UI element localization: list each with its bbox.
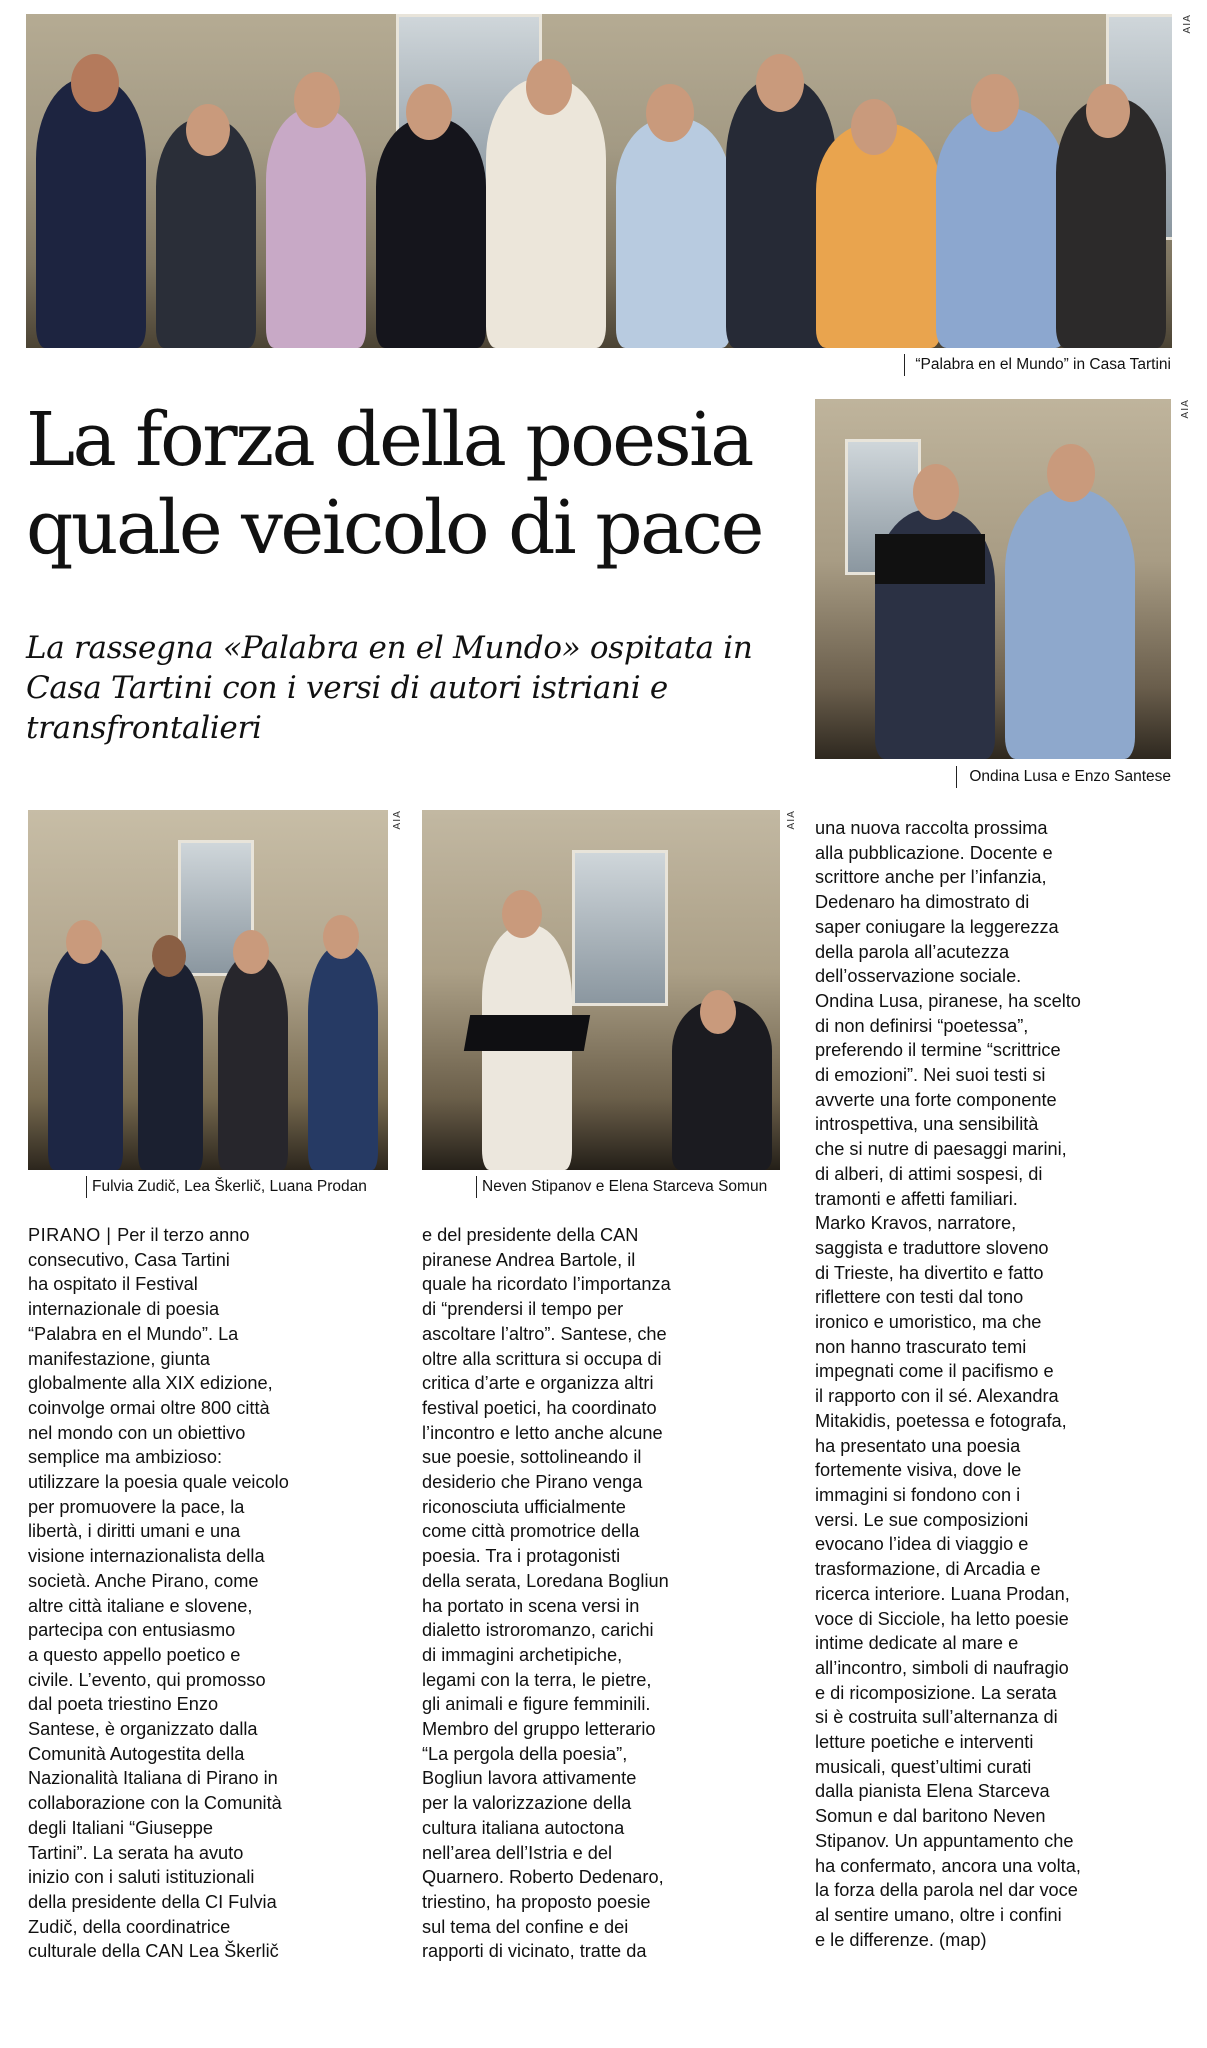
photo-fulvia-lea-luana bbox=[28, 810, 388, 1170]
article-column-2: e del presidente della CAN piranese Andrea Bartole, il quale ha ricordato l’importanza di “prendersi il tempo per ascoltare l’altro”. Santese, che oltre alla scrittura si occupa di critica d’arte e organizza altri festival poetici, ha coordinato l’incontro e letto anche alcune sue poesie, sottolineando il desiderio che Pirano venga riconosciuta ufficialmente come città promotrice della poesia. Tra i protagonisti della serata, Loredana Bogliun ha portato in scena versi in dialetto istroromanzo, carichi di immagini archetipiche, legami con la terra, le pietre, gli animali e figure femminili. Membro del gruppo letterario “La pergola della poesia”, Bogliun lavora attivamente per la valorizzazione della cultura italiana autoctona nell’area dell’Istria e del Quarnero. Roberto Dedenaro, triestino, ha proposto poesie sul tema del confine e dei rapporti di vicinato, tratte da bbox=[422, 1225, 671, 1962]
photo-credit: AIA bbox=[1180, 399, 1191, 419]
photo-group bbox=[26, 14, 1172, 348]
dateline: PIRANO | bbox=[28, 1225, 118, 1245]
photo-credit: AIA bbox=[1182, 14, 1193, 34]
photo-credit: AIA bbox=[392, 810, 403, 830]
article-column-3: una nuova raccolta prossima alla pubblicazione. Docente e scrittore anche per l’infanzia, Dedenaro ha dimostrato di saper coniugare la leggerezza della parola all’acutezza dell’osservazione sociale. Ondina Lusa, piranese, ha scelto di non definirsi “poetessa”, preferendo il termine “scrittrice di emozioni”. Nei suoi testi si avverte una forte componente introspettiva, una sensibilità che si nutre di paesaggi marini, di alberi, di attimi sospesi, di tramonti e affetti familiari. Marko Kravos, narratore, saggista e traduttore sloveno di Trieste, ha divertito e fatto riflettere con testi dal tono ironico e umoristico, ma che non hanno trascurato temi impegnati come il pacifismo e il rapporto con il sé. Alexandra Mitakidis, poetessa e fotografa, ha presentato una poesia fortemente visiva, dove le immagini si fondono con i versi. Le sue composizioni evocano l’idea di viaggio e trasformazione, di Arcadia e ricerca interiore. Luana Prodan, voce di Sicciole, ha letto poesie intime dedicate al mare e all’incontro, simboli di naufragio e di ricomposizione. La serata si è costruita sull’alternanza di letture poetiche e interventi musicali, quest’ultimi curati dalla pianista Elena Starceva Somun e dal baritono Neven Stipanov. Un appuntamento che ha confermato, ancora una volta, la forza della parola nel dar voce al sentire umano, oltre i confini e le differenze. (map) bbox=[815, 818, 1081, 1950]
article-column-1 bbox=[28, 1223, 398, 1964]
photo-ondina-enzo bbox=[815, 399, 1171, 759]
photo-neven-elena bbox=[422, 810, 780, 1170]
photo-caption: Ondina Lusa e Enzo Santese bbox=[969, 768, 1171, 785]
photo-credit: AIA bbox=[786, 810, 797, 830]
photo-caption: “Palabra en el Mundo” in Casa Tartini bbox=[915, 356, 1171, 373]
lead-text: Per il terzo anno bbox=[117, 1225, 250, 1245]
photo-caption: Neven Stipanov e Elena Starceva Somun bbox=[482, 1178, 768, 1195]
body-text: consecutivo, Casa Tartini ha ospitato il Festival internazionale di poesia “Palabra en el Mundo”. La manifestazione, giunta globalmente alla XIX edizione, coinvolge ormai oltre 800 città nel mondo con un obiettivo semplice ma ambizioso: utilizzare la poesia quale veicolo per promuovere la pace, la libertà, i diritti umani e una visione internazionalista della società. Anche Pirano, come altre città italiane e slovene, partecipa con entusiasmo a questo appello poetico e civile. L’evento, qui promosso dal poeta triestino Enzo Santese, è organizzato dalla Comunità Autogestita della Nazionalità Italiana di Pirano in collaborazione con la Comunità degli Italiani “Giuseppe Tartini”. La serata ha avuto inizio con i saluti istituzionali della presidente della CI Fulvia Zudič, della coordinatrice culturale della CAN Lea Škerlič bbox=[28, 1249, 289, 1962]
headline: La forza della poesia quale veicolo di pace bbox=[26, 397, 762, 571]
subheadline: La rassegna «Palabra en el Mundo» ospitata in Casa Tartini con i versi di autori istriani e transfrontalieri bbox=[26, 630, 753, 746]
photo-caption: Fulvia Zudič, Lea Škerlič, Luana Prodan bbox=[92, 1178, 367, 1195]
